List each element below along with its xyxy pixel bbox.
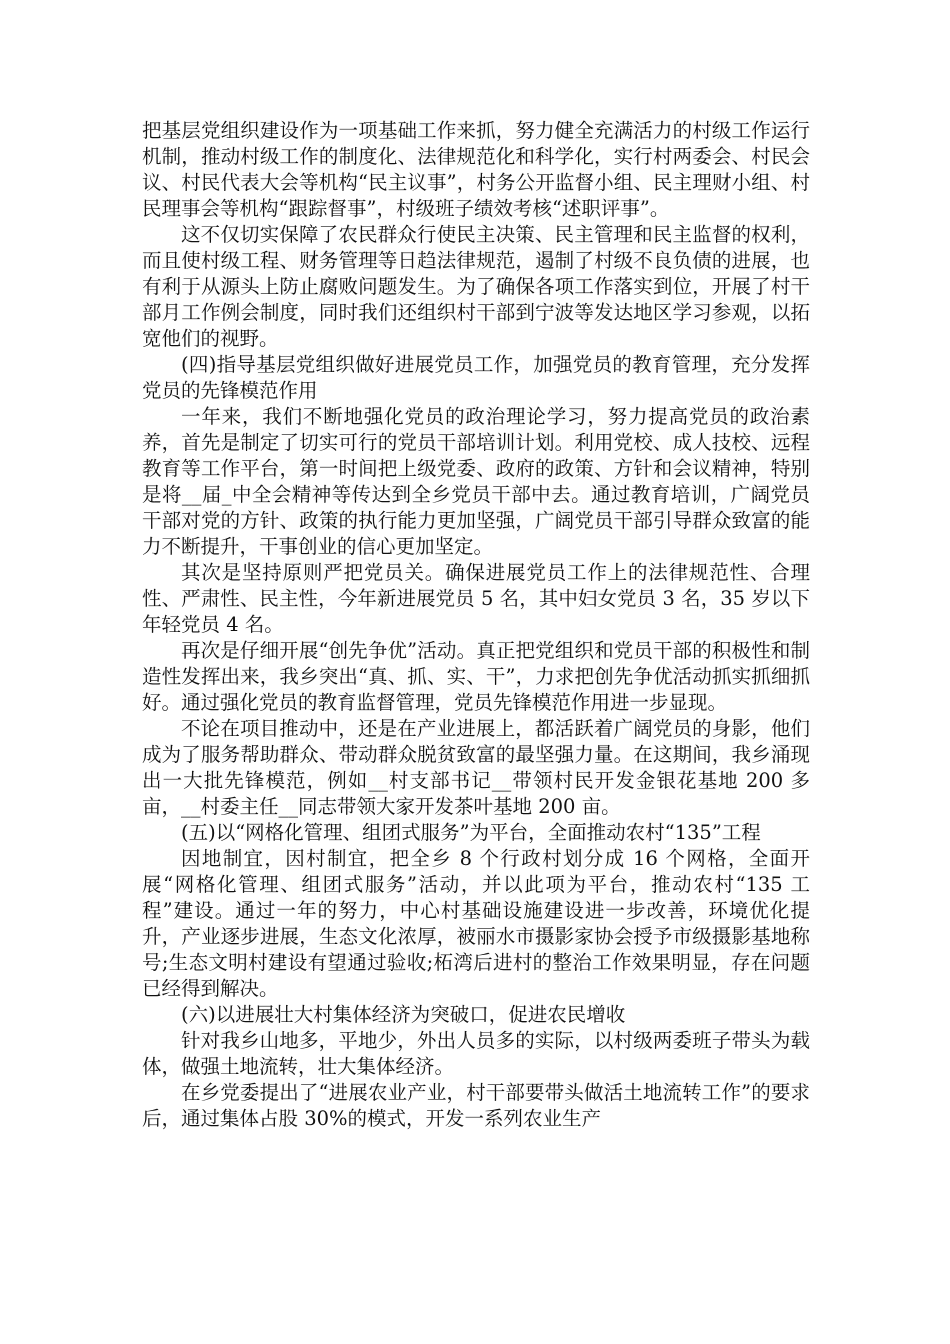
section-heading-4: (四)指导基层党组织做好进展党员工作，加强党员的教育管理，充分发挥党员的先锋模范作用 <box>142 353 810 402</box>
body-paragraph: 因地制宜，因村制宜，把全乡 8 个行政村划分成 16 个网格，全面开展“网格化管理、组团式服务”活动，并以此项为平台，推动农村“135 工程”建设。通过一年的努力，中心村基础设施建设进一步改善，环境优化提升，产业逐步进展，生态文化浓厚，被丽水市摄影家协会授予市级摄影基地称号;生态文明村建设有望通过验收;柘湾后进村的整治工作效果明显，存在问题已经得到解决。 <box>142 847 810 1000</box>
document-page <box>142 118 810 1132</box>
body-paragraph: 在乡党委提出了“进展农业产业，村干部要带头做活土地流转工作”的要求后，通过集体占股 30%的模式，开发一系列农业生产 <box>142 1081 810 1130</box>
body-paragraph: 其次是坚持原则严把党员关。确保进展党员工作上的法律规范性、合理性、严肃性、民主性，今年新进展党员 5 名，其中妇女党员 3 名，35 岁以下年轻党员 4 名。 <box>142 561 810 636</box>
body-paragraph: 这不仅切实保障了农民群众行使民主决策、民主管理和民主监督的权利，而且使村级工程、财务管理等日趋法律规范，遏制了村级不良负债的进展，也有利于从源头上防止腐败问题发生。为了确保各项工作落实到位，开展了村干部月工作例会制度，同时我们还组织村干部到宁波等发达地区学习参观，以拓宽他们的视野。 <box>142 223 810 350</box>
body-paragraph: 针对我乡山地多，平地少，外出人员多的实际，以村级两委班子带头为载体，做强土地流转，壮大集体经济。 <box>142 1029 810 1078</box>
section-heading-5: (五)以“网格化管理、组团式服务”为平台，全面推动农村“135”工程 <box>181 821 761 844</box>
section-heading-6: (六)以进展壮大村集体经济为突破口，促进农民增收 <box>181 1003 626 1026</box>
body-paragraph: 一年来，我们不断地强化党员的政治理论学习，努力提高党员的政治素养，首先是制定了切实可行的党员干部培训计划。利用党校、成人技校、远程教育等工作平台，第一时间把上级党委、政府的政策、方针和会议精神，特别是将__届_中全会精神等传达到全乡党员干部中去。通过教育培训，广阔党员干部对党的方针、政策的执行能力更加坚强，广阔党员干部引导群众致富的能力不断提升，干事创业的信心更加坚定。 <box>142 405 810 558</box>
body-paragraph: 再次是仔细开展“创先争优”活动。真正把党组织和党员干部的积极性和制造性发挥出来，我乡突出“真、抓、实、干”，力求把创先争优活动抓实抓细抓好。通过强化党员的教育监督管理，党员先锋模范作用进一步显现。 <box>142 639 810 714</box>
body-paragraph: 不论在项目推动中，还是在产业进展上，都活跃着广阔党员的身影，他们成为了服务帮助群众、带动群众脱贫致富的最坚强力量。在这期间，我乡涌现出一大批先锋模范，例如__村支部书记__带领村民开发金银花基地 200 多亩，__村委主任__同志带领大家开发茶叶基地 200 亩。 <box>142 717 810 818</box>
body-paragraph: 把基层党组织建设作为一项基础工作来抓，努力健全充满活力的村级工作运行机制，推动村级工作的制度化、法律规范化和科学化，实行村两委会、村民会议、村民代表大会等机构“民主议事”，村务公开监督小组、民主理财小组、村民理事会等机构“跟踪督事”，村级班子绩效考核“述职评事”。 <box>142 119 810 220</box>
